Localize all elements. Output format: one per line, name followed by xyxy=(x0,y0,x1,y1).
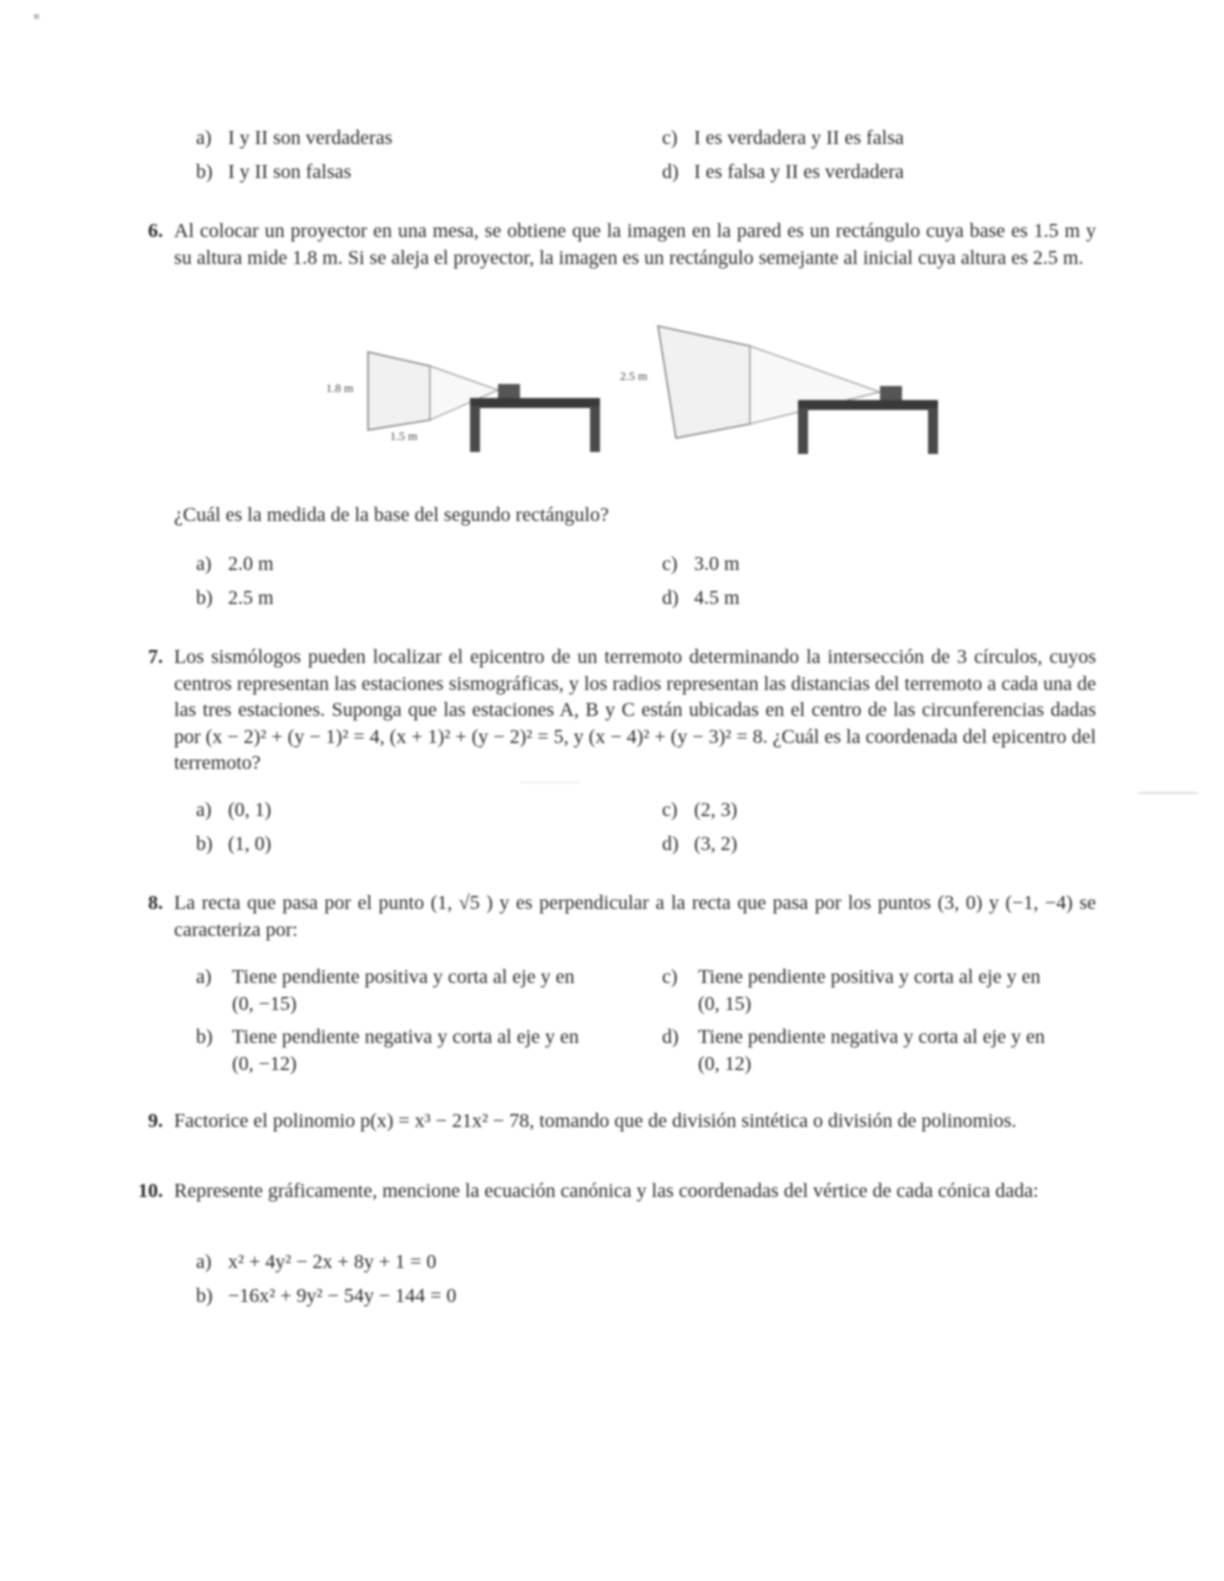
option-text: (2, 3) xyxy=(694,799,738,821)
option-text: Tiene pendiente negativa y corta al eje y en xyxy=(698,1026,1045,1048)
q6-number: 6. xyxy=(148,220,163,242)
q5-option-b xyxy=(196,160,351,184)
q7-text: Los sismólogos pueden localizar el epicentro de un terremoto determinando la intersección de 3 círculos, cuyos centros representan las estaciones sismográficas, y los radios representan las distancias del terremoto a cada una de las tres estaciones. Suponga que las estaciones A, B y C están ubicadas en el centro de las circunferencias dadas por (x − 2)² + (y − 1)² = 4, (x + 1)² + (y − 2)² = 5, y (x − 4)² + (y − 3)² = 8. ¿Cuál es la coordenada del epicentro del terremoto? xyxy=(174,646,1096,774)
q6-option-c xyxy=(662,552,740,576)
q6-text: Al colocar un proyector en una mesa, se obtiene que la imagen en la pared es un rectángulo cuya base es 1.5 m y su altura mide 1.8 m. Si se aleja el proyector, la imagen es un rectángulo semejante al inicial cuya altura es 2.5 m. xyxy=(174,220,1096,269)
option-text: (3, 2) xyxy=(694,833,738,855)
option-intercept: (0, −12) xyxy=(232,1053,297,1075)
q7-option-c xyxy=(662,798,737,822)
option-text: 2.5 m xyxy=(228,587,274,609)
option-text: I es verdadera y II es falsa xyxy=(694,127,904,149)
item-equation: −16x² + 9y² − 54y − 144 = 0 xyxy=(228,1285,457,1307)
q8-text: La recta que pasa por el punto (1, √5 ) y es perpendicular a la recta que pasa por los puntos (3, 0) y (−1, −4) se caracteriza por: xyxy=(174,892,1096,941)
option-text: (0, 1) xyxy=(228,799,272,821)
projector-figure xyxy=(320,320,960,460)
table-leg-1b xyxy=(590,406,600,452)
light-beam-1 xyxy=(430,366,498,420)
option-label: b) xyxy=(196,161,213,183)
option-intercept: (0, 15) xyxy=(698,993,752,1015)
option-label: c) xyxy=(662,127,678,149)
light-beam-2 xyxy=(750,346,880,424)
option-text: (1, 0) xyxy=(228,833,272,855)
option-label: b) xyxy=(196,1026,213,1048)
option-label: c) xyxy=(662,799,678,821)
q6-option-a xyxy=(196,552,274,576)
option-text: I y II son verdaderas xyxy=(228,127,393,149)
q8-option-a xyxy=(196,964,606,1018)
option-intercept: (0, −15) xyxy=(232,993,297,1015)
q9-number: 9. xyxy=(148,1110,163,1132)
option-label: d) xyxy=(662,1026,679,1048)
option-intercept: (0, 12) xyxy=(698,1053,752,1075)
option-text: 3.0 m xyxy=(694,553,740,575)
wall-image-2 xyxy=(658,326,750,438)
q10-item-b xyxy=(196,1284,456,1308)
q7-option-d xyxy=(662,832,737,856)
item-label: a) xyxy=(196,1251,212,1273)
option-text: Tiene pendiente positiva y corta al eje y en xyxy=(232,966,575,988)
option-text: 4.5 m xyxy=(694,587,740,609)
table-leg-1a xyxy=(470,406,480,452)
scan-mark xyxy=(520,782,580,783)
option-label: a) xyxy=(196,553,212,575)
option-label: d) xyxy=(662,161,679,183)
projector-1 xyxy=(498,384,520,398)
option-label: c) xyxy=(662,966,678,988)
scene-1 xyxy=(326,352,600,452)
q6-option-d xyxy=(662,586,740,610)
q10-number: 10. xyxy=(138,1180,163,1202)
option-text: Tiene pendiente positiva y corta al eje y en xyxy=(698,966,1041,988)
q5-option-d xyxy=(662,160,904,184)
option-label: c) xyxy=(662,553,678,575)
scene-2 xyxy=(620,326,938,454)
q8-option-d xyxy=(662,1024,1072,1078)
height-label-1: 1.8 m xyxy=(326,381,354,395)
scan-mark xyxy=(1138,792,1198,794)
table-top-1 xyxy=(470,398,600,408)
item-equation: x² + 4y² − 2x + 8y + 1 = 0 xyxy=(228,1251,437,1273)
option-label: b) xyxy=(196,833,213,855)
option-label: d) xyxy=(662,833,679,855)
option-label: a) xyxy=(196,799,212,821)
option-text: Tiene pendiente negativa y corta al eje y en xyxy=(232,1026,579,1048)
option-label: d) xyxy=(662,587,679,609)
q5-option-a xyxy=(196,126,392,150)
q7-option-b xyxy=(196,832,271,856)
q6-prompt: ¿Cuál es la medida de la base del segundo rectángulo? xyxy=(174,504,609,526)
base-label-1: 1.5 m xyxy=(390,429,418,443)
option-text: I es falsa y II es verdadera xyxy=(694,161,904,183)
table-leg-2a xyxy=(798,408,808,454)
option-label: b) xyxy=(196,587,213,609)
option-label: a) xyxy=(196,966,212,988)
option-text: I y II son falsas xyxy=(228,161,352,183)
table-leg-2b xyxy=(928,408,938,454)
q8-number: 8. xyxy=(148,892,163,914)
q7-option-a xyxy=(196,798,271,822)
q8-option-b xyxy=(196,1024,606,1078)
item-label: b) xyxy=(196,1285,213,1307)
q6-option-b xyxy=(196,586,274,610)
projector-2 xyxy=(880,386,902,400)
q7-number: 7. xyxy=(148,646,163,668)
q5-option-c xyxy=(662,126,904,150)
q8-option-c xyxy=(662,964,1072,1018)
q9-text: Factorice el polinomio p(x) = x³ − 21x² − 78, tomando que de división sintética o división de polinomios. xyxy=(174,1110,1017,1132)
option-label: a) xyxy=(196,127,212,149)
table-top-2 xyxy=(798,400,938,410)
wall-image-1 xyxy=(368,352,430,430)
height-label-2: 2.5 m xyxy=(620,369,648,383)
q10-text: Represente gráficamente, mencione la ecuación canónica y las coordenadas del vértice de cada cónica dada: xyxy=(174,1180,1039,1202)
scan-speck xyxy=(34,14,39,19)
option-text: 2.0 m xyxy=(228,553,274,575)
q10-item-a xyxy=(196,1250,436,1274)
